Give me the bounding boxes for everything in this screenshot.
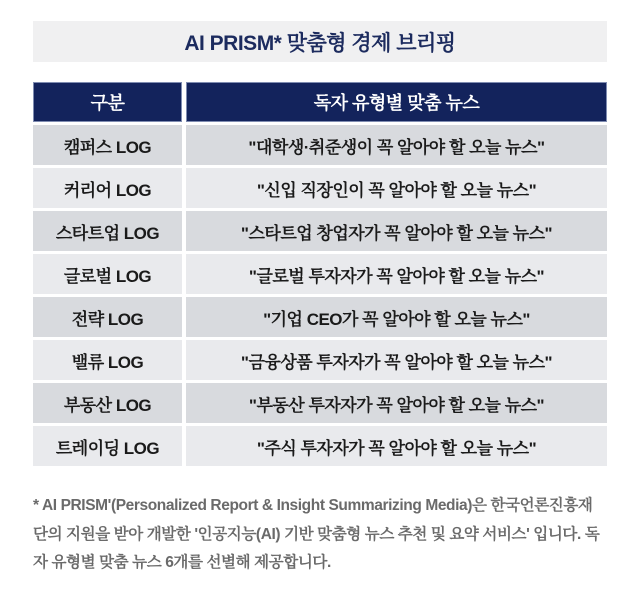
row-news: "기업 CEO가 꼭 알아야 할 오늘 뉴스" bbox=[186, 297, 607, 337]
row-news: "신입 직장인이 꼭 알아야 할 오늘 뉴스" bbox=[186, 168, 607, 208]
table-row bbox=[33, 168, 607, 208]
row-news: "금융상품 투자자가 꼭 알아야 할 오늘 뉴스" bbox=[186, 340, 607, 380]
row-category: 트레이딩 LOG bbox=[33, 426, 182, 466]
row-category: 부동산 LOG bbox=[33, 383, 182, 423]
row-news: "글로벌 투자자가 꼭 알아야 할 오늘 뉴스" bbox=[186, 254, 607, 294]
row-news: "부동산 투자자가 꼭 알아야 할 오늘 뉴스" bbox=[186, 383, 607, 423]
briefing-table bbox=[33, 82, 607, 466]
column-header-news: 독자 유형별 맞춤 뉴스 bbox=[186, 82, 607, 122]
row-category: 전략 LOG bbox=[33, 297, 182, 337]
table-header-row bbox=[33, 82, 607, 122]
row-category: 스타트업 LOG bbox=[33, 211, 182, 251]
footnote: * AI PRISM'(Personalized Report & Insight Summarizing Media)은 한국언론진흥재단의 지원을 받아 개발한 '인공지능(AI) 기반 맞춤형 뉴스 추천 및 요약 서비스' 입니다. 독자 유형별 맞춤 뉴스 6개를 선별해 제공합니다. bbox=[33, 497, 600, 572]
table-row bbox=[33, 211, 607, 251]
table-row bbox=[33, 297, 607, 337]
table-row bbox=[33, 125, 607, 165]
row-category: 커리어 LOG bbox=[33, 168, 182, 208]
table-row bbox=[33, 254, 607, 294]
row-news: "주식 투자자가 꼭 알아야 할 오늘 뉴스" bbox=[186, 426, 607, 466]
column-header-category: 구분 bbox=[33, 82, 182, 122]
row-category: 밸류 LOG bbox=[33, 340, 182, 380]
page-title: AI PRISM* 맞춤형 경제 브리핑 bbox=[184, 31, 456, 55]
table-row bbox=[33, 426, 607, 466]
row-news: "대학생·취준생이 꼭 알아야 할 오늘 뉴스" bbox=[186, 125, 607, 165]
title-bar bbox=[33, 21, 607, 62]
table-row bbox=[33, 383, 607, 423]
row-news: "스타트업 창업자가 꼭 알아야 할 오늘 뉴스" bbox=[186, 211, 607, 251]
table-row bbox=[33, 340, 607, 380]
row-category: 캠퍼스 LOG bbox=[33, 125, 182, 165]
row-category: 글로벌 LOG bbox=[33, 254, 182, 294]
